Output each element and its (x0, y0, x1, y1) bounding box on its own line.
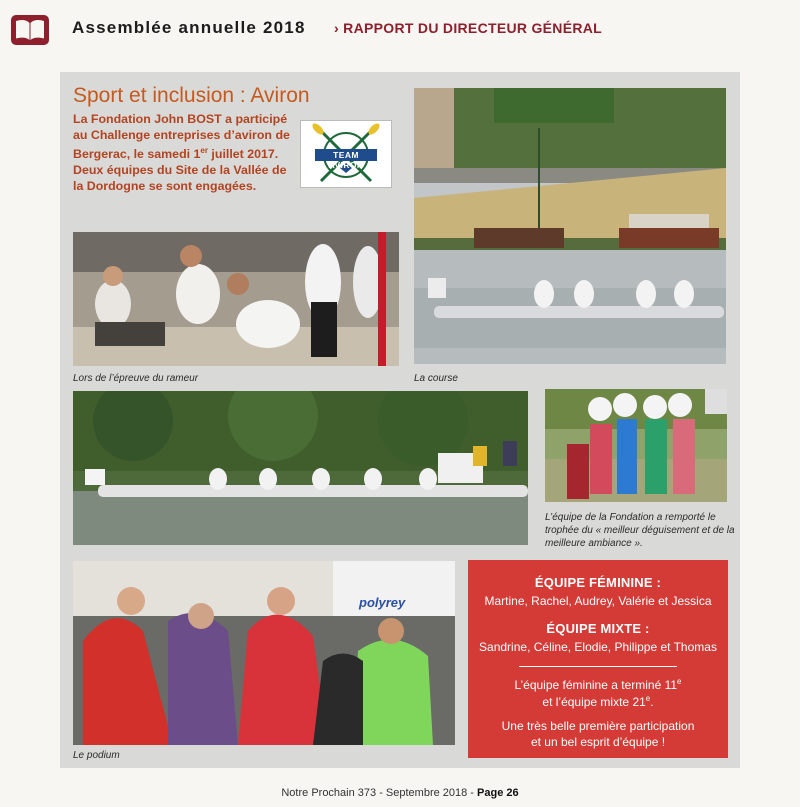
photo-rameur (73, 232, 399, 366)
photo-boat-river (73, 391, 528, 545)
divider (519, 666, 677, 667)
teams-box (468, 560, 728, 758)
page-number: Page 26 (477, 787, 519, 799)
article-intro: La Fondation John BOST a participé au Challenge entreprises d’aviron de Bergerac, le samedi 1er juillet 2017. Deux équipes du Site de la Vallée de la Dordogne se sont engagées. (73, 112, 290, 193)
feminine-title: ÉQUIPE FÉMININE : (534, 575, 662, 590)
header-subtitle (334, 20, 602, 36)
caption-rameur: Lors de l’épreuve du rameur (73, 373, 199, 384)
caption-course: La course (414, 373, 458, 384)
photo-podium (73, 561, 455, 745)
feminine-members: Martine, Rachel, Audrey, Valérie et Jessica (484, 594, 712, 608)
article-title: Sport et inclusion : Aviron (73, 84, 310, 107)
team-aviron-logo (300, 120, 392, 188)
caption-podium: Le podium (73, 750, 120, 761)
photo-costumes (545, 389, 727, 502)
mixte-members: Sandrine, Céline, Elodie, Philippe et Thomas (479, 640, 717, 654)
header-title: Assemblée annuelle 2018 (72, 18, 306, 37)
result-line-2: et l’équipe mixte 21e. (542, 694, 654, 709)
result-line-1: L’équipe féminine a terminé 11e (514, 677, 682, 692)
closing-line-2: et un bel esprit d’équipe ! (530, 735, 666, 749)
open-book-icon (10, 14, 50, 46)
mixte-title: ÉQUIPE MIXTE : (546, 621, 650, 636)
caption-fondation: L’équipe de la Fondation a remporté le trophée du « meilleur déguisement et de la meilleure ambiance ». (545, 512, 735, 549)
page-footer: Notre Prochain 373 - Septembre 2018 - Page 26 (281, 787, 519, 799)
podium-banner-text: polyrey (359, 595, 406, 610)
header-section: RAPPORT DU DIRECTEUR GÉNÉRAL (343, 20, 603, 36)
photo-course (414, 88, 726, 364)
logo-text: TEAM AVIRON (328, 150, 364, 170)
chevron-icon: › (334, 20, 339, 36)
closing-line-1: Une très belle première participation (501, 719, 695, 733)
